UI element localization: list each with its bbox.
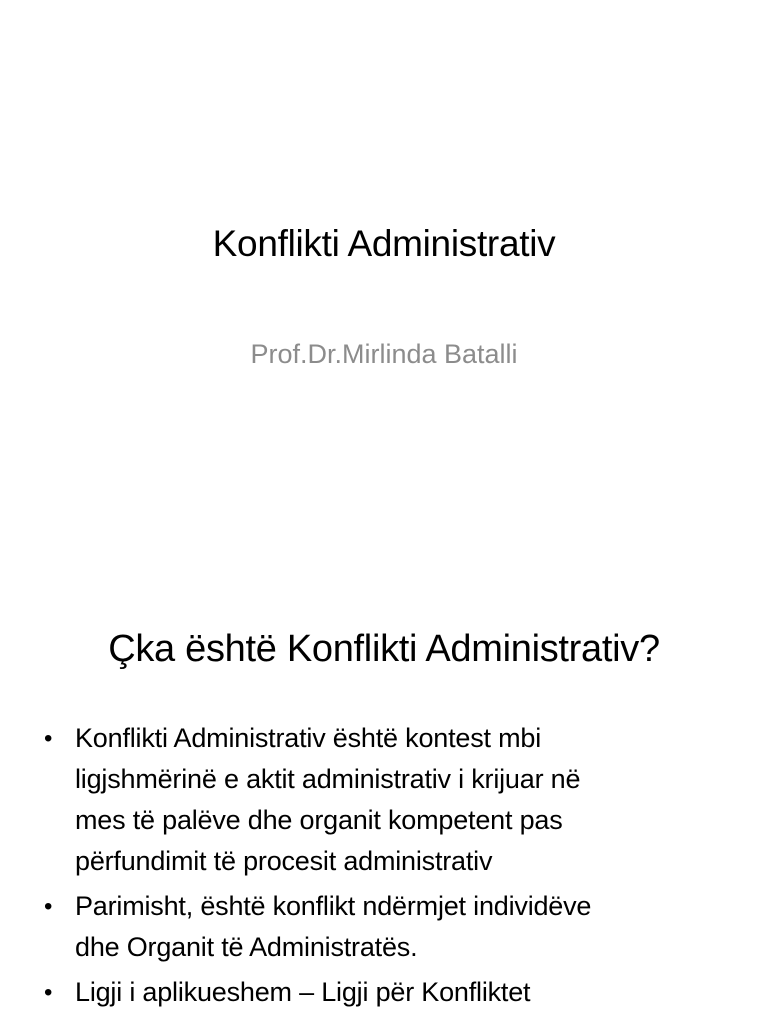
content-slide [0, 576, 768, 1024]
slide-title: Çka është Konflikti Administrativ? [108, 628, 660, 670]
bullet-text-line: ligjshmërinë e aktit administrativ i krijuar në [75, 764, 581, 794]
author-subtitle: Prof.Dr.Mirlinda Batalli [250, 339, 518, 369]
bullet-text-line: dhe Organit të Administratës. [75, 932, 418, 962]
bullet-text-line: Konflikti Administrativ është kontest mbi [75, 723, 542, 753]
bullet-item-1 [42, 718, 732, 882]
bullet-list [42, 718, 732, 1017]
bullet-icon: • [44, 979, 53, 1006]
bullet-text-line: Parimisht, është konflikt ndërmjet individëve [75, 891, 592, 921]
presentation-title: Konflikti Administrativ [212, 223, 556, 264]
bullet-icon: • [44, 893, 53, 920]
bullet-text-line: përfundimit të procesit administrativ [75, 846, 493, 876]
bullet-text-line: Ligji i aplikueshem – Ligji për Konfliktet [75, 977, 531, 1007]
bullet-item-3 [42, 972, 732, 1013]
bullet-icon: • [44, 725, 53, 752]
bullet-item-2 [42, 886, 732, 968]
bullet-text-line: mes të palëve dhe organit kompetent pas [75, 805, 563, 835]
